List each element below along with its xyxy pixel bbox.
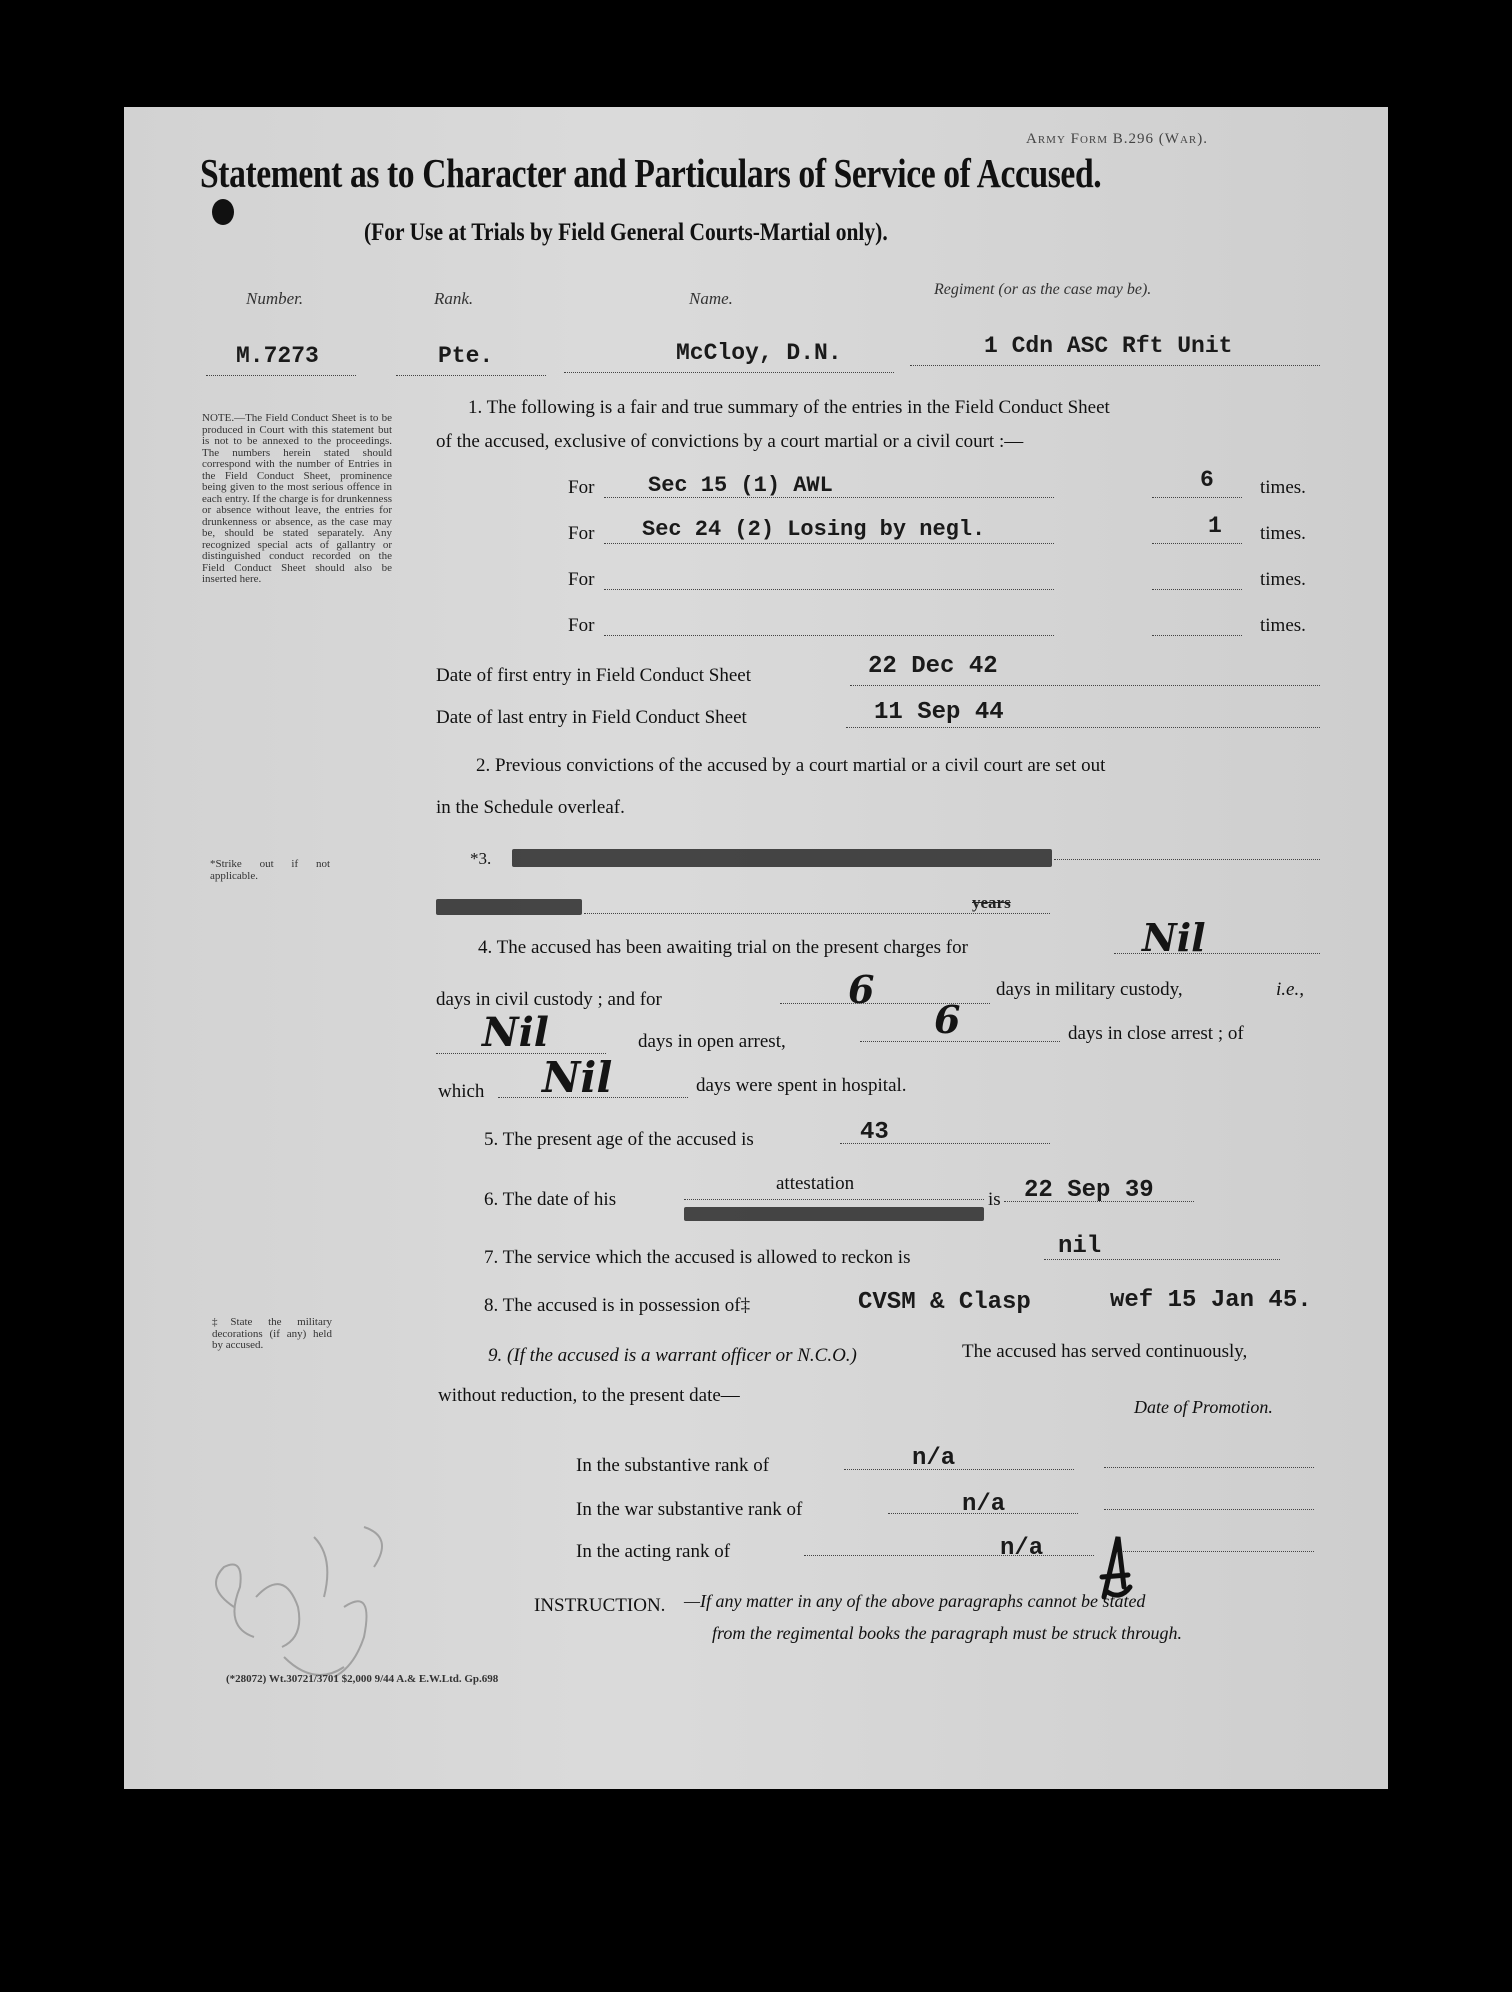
entry-offence: Sec 24 (2) Losing by negl. xyxy=(642,517,986,542)
promotion-date-line xyxy=(1104,1509,1314,1510)
entry-line xyxy=(604,589,1054,590)
promotion-date-header: Date of Promotion. xyxy=(1134,1397,1273,1417)
para4-line1: 4. The accused has been awaiting trial on the present charges for xyxy=(478,937,968,958)
promotion-date-line xyxy=(1104,1467,1314,1468)
entry-line xyxy=(604,497,1054,498)
open-arrest-days: Nil xyxy=(482,1009,549,1056)
instruction-label: INSTRUCTION. xyxy=(534,1595,666,1616)
times-label: times. xyxy=(1260,615,1306,636)
printer-footer: (*28072) Wt.30721/3701 $2,000 9/44 A.& E.W.Ltd. Gp.698 xyxy=(226,1673,499,1685)
para3-strikeout xyxy=(512,849,1052,867)
ink-blot xyxy=(212,199,234,225)
decorations-note: ‡State the military decorations (if any) held by accused. xyxy=(212,1316,332,1351)
close-arrest-days: 6 xyxy=(934,997,961,1042)
for-label: For xyxy=(568,569,595,590)
col-regiment-header: Regiment (or as the case may be). xyxy=(934,281,1152,298)
name-line xyxy=(564,372,894,373)
attestation-line xyxy=(1004,1201,1194,1202)
times-label: times. xyxy=(1260,569,1306,590)
col-rank-header: Rank. xyxy=(434,289,474,308)
para4-which: which xyxy=(438,1081,485,1102)
promotion-date-line xyxy=(1114,1551,1314,1552)
para6-option-line xyxy=(684,1199,984,1200)
number-line xyxy=(206,375,356,376)
first-entry-label: Date of first entry in Field Conduct Sheet xyxy=(436,665,752,686)
col-number-header: Number. xyxy=(246,289,304,308)
para4-ie: i.e., xyxy=(1276,979,1304,1000)
para6-label: 6. The date of his xyxy=(484,1189,617,1210)
para3-strikeout xyxy=(436,899,582,915)
para4-line3a: days in open arrest, xyxy=(638,1031,786,1052)
para4-line2: days in civil custody ; and for xyxy=(436,989,662,1010)
para2-line1: 2. Previous convictions of the accused by a court martial or a civil court are set out xyxy=(476,755,1106,776)
military-custody-days: 6 xyxy=(848,967,875,1012)
instruction-line1: —If any matter in any of the above paragraphs cannot be stated xyxy=(684,1591,1146,1611)
rank-value: n/a xyxy=(1000,1535,1044,1562)
col-name-header: Name. xyxy=(689,289,733,308)
para3-line xyxy=(584,913,1050,914)
page-title: Statement as to Character and Particulars of Service of Accused. xyxy=(200,150,1102,196)
instruction-line2: from the regimental books the paragraph must be struck through. xyxy=(712,1623,1182,1643)
rank-label: In the war substantive rank of xyxy=(576,1499,803,1520)
rank-label: In the substantive rank of xyxy=(576,1455,770,1476)
last-entry-date: 11 Sep 44 xyxy=(874,699,1004,726)
para4-line2b: days in military custody, xyxy=(996,979,1183,1000)
hospital-line xyxy=(498,1097,688,1098)
civil-custody-days: Nil xyxy=(1142,915,1206,960)
civil-custody-line xyxy=(1114,953,1320,954)
para3-struck-word: years xyxy=(972,893,1011,912)
para3-marker: *3. xyxy=(470,849,492,868)
entry-line xyxy=(604,635,1054,636)
decorations-value: CVSM & Clasp xyxy=(858,1289,1031,1316)
accused-number: M.7273 xyxy=(236,343,319,369)
decorations-date: wef 15 Jan 45. xyxy=(1110,1287,1312,1314)
accused-regiment: 1 Cdn ASC Rft Unit xyxy=(984,333,1233,359)
entry-count: 1 xyxy=(1208,513,1222,539)
accused-age: 43 xyxy=(860,1119,889,1146)
age-line xyxy=(840,1143,1050,1144)
rank-value: n/a xyxy=(962,1491,1006,1518)
form-sheet xyxy=(124,107,1388,1789)
last-entry-line xyxy=(846,727,1320,728)
para6-strikeout xyxy=(684,1207,984,1221)
rank-label: In the acting rank of xyxy=(576,1541,731,1562)
para9-line1b: The accused has served continuously, xyxy=(962,1341,1248,1362)
rank-line xyxy=(888,1513,1078,1514)
count-line xyxy=(1152,543,1242,544)
close-arrest-line xyxy=(860,1041,1060,1042)
reckonable-line xyxy=(1044,1259,1280,1260)
rank-line xyxy=(844,1469,1074,1470)
para5-label: 5. The present age of the accused is xyxy=(484,1129,754,1150)
times-label: times. xyxy=(1260,477,1306,498)
reckonable-service: nil xyxy=(1058,1233,1102,1260)
para3-line xyxy=(1054,859,1320,860)
para6-option: attestation xyxy=(776,1173,855,1194)
hospital-days: Nil xyxy=(542,1053,613,1102)
para1-line1: 1. The following is a fair and true summary of the entries in the Field Conduct Sheet xyxy=(468,397,1110,418)
para9-line1a: 9. (If the accused is a warrant officer or N.C.O.) xyxy=(488,1345,857,1366)
entry-count: 6 xyxy=(1200,467,1214,493)
for-label: For xyxy=(568,615,595,636)
para6-connector: is xyxy=(988,1189,1001,1210)
page-subtitle: (For Use at Trials by Field General Courts-Martial only). xyxy=(364,219,888,246)
para9-line2: without reduction, to the present date— xyxy=(438,1385,740,1406)
initials-mark xyxy=(1084,1527,1144,1607)
para7-label: 7. The service which the accused is allowed to reckon is xyxy=(484,1247,911,1268)
for-label: For xyxy=(568,477,595,498)
para8-label: 8. The accused is in possession of‡ xyxy=(484,1295,751,1316)
count-line xyxy=(1152,635,1242,636)
para1-line2: of the accused, exclusive of convictions by a court martial or a civil court :— xyxy=(436,431,1024,452)
times-label: times. xyxy=(1260,523,1306,544)
form-id: Army Form B.296 (War). xyxy=(1026,131,1208,147)
entry-offence: Sec 15 (1) AWL xyxy=(648,473,833,498)
count-line xyxy=(1152,497,1242,498)
accused-name: McCloy, D.N. xyxy=(676,340,842,366)
side-note: NOTE.—The Field Conduct Sheet is to be produced in Court with this statement but is not to be annexed to the proceedings. The numbers herein stated should correspond with the number of Entries in the Field Conduct Sheet, prominence being given to the most serious offence in each entry. If the charge is for drunkenness or absence without leave, the entries for drunkenness or absence, as the case may be, should be stated separately. Any recognized special acts of gallantry or distinguished conduct recorded on the Field Conduct Sheet should also be inserted here. xyxy=(202,412,392,585)
para4-line3b: days in close arrest ; of xyxy=(1068,1023,1244,1044)
first-entry-date: 22 Dec 42 xyxy=(868,653,998,680)
last-entry-label: Date of last entry in Field Conduct Sheet xyxy=(436,707,747,728)
regiment-line xyxy=(910,365,1320,366)
para2-line2: in the Schedule overleaf. xyxy=(436,797,625,818)
first-entry-line xyxy=(850,685,1320,686)
entry-line xyxy=(604,543,1054,544)
for-label: For xyxy=(568,523,595,544)
count-line xyxy=(1152,589,1242,590)
para4-line4b: days were spent in hospital. xyxy=(696,1075,907,1096)
rank-line xyxy=(804,1555,1094,1556)
strike-note: *Strike out if not applicable. xyxy=(210,858,330,882)
rank-line xyxy=(396,375,546,376)
attestation-date: 22 Sep 39 xyxy=(1024,1177,1154,1204)
accused-rank: Pte. xyxy=(438,343,494,369)
rank-value: n/a xyxy=(912,1445,956,1472)
